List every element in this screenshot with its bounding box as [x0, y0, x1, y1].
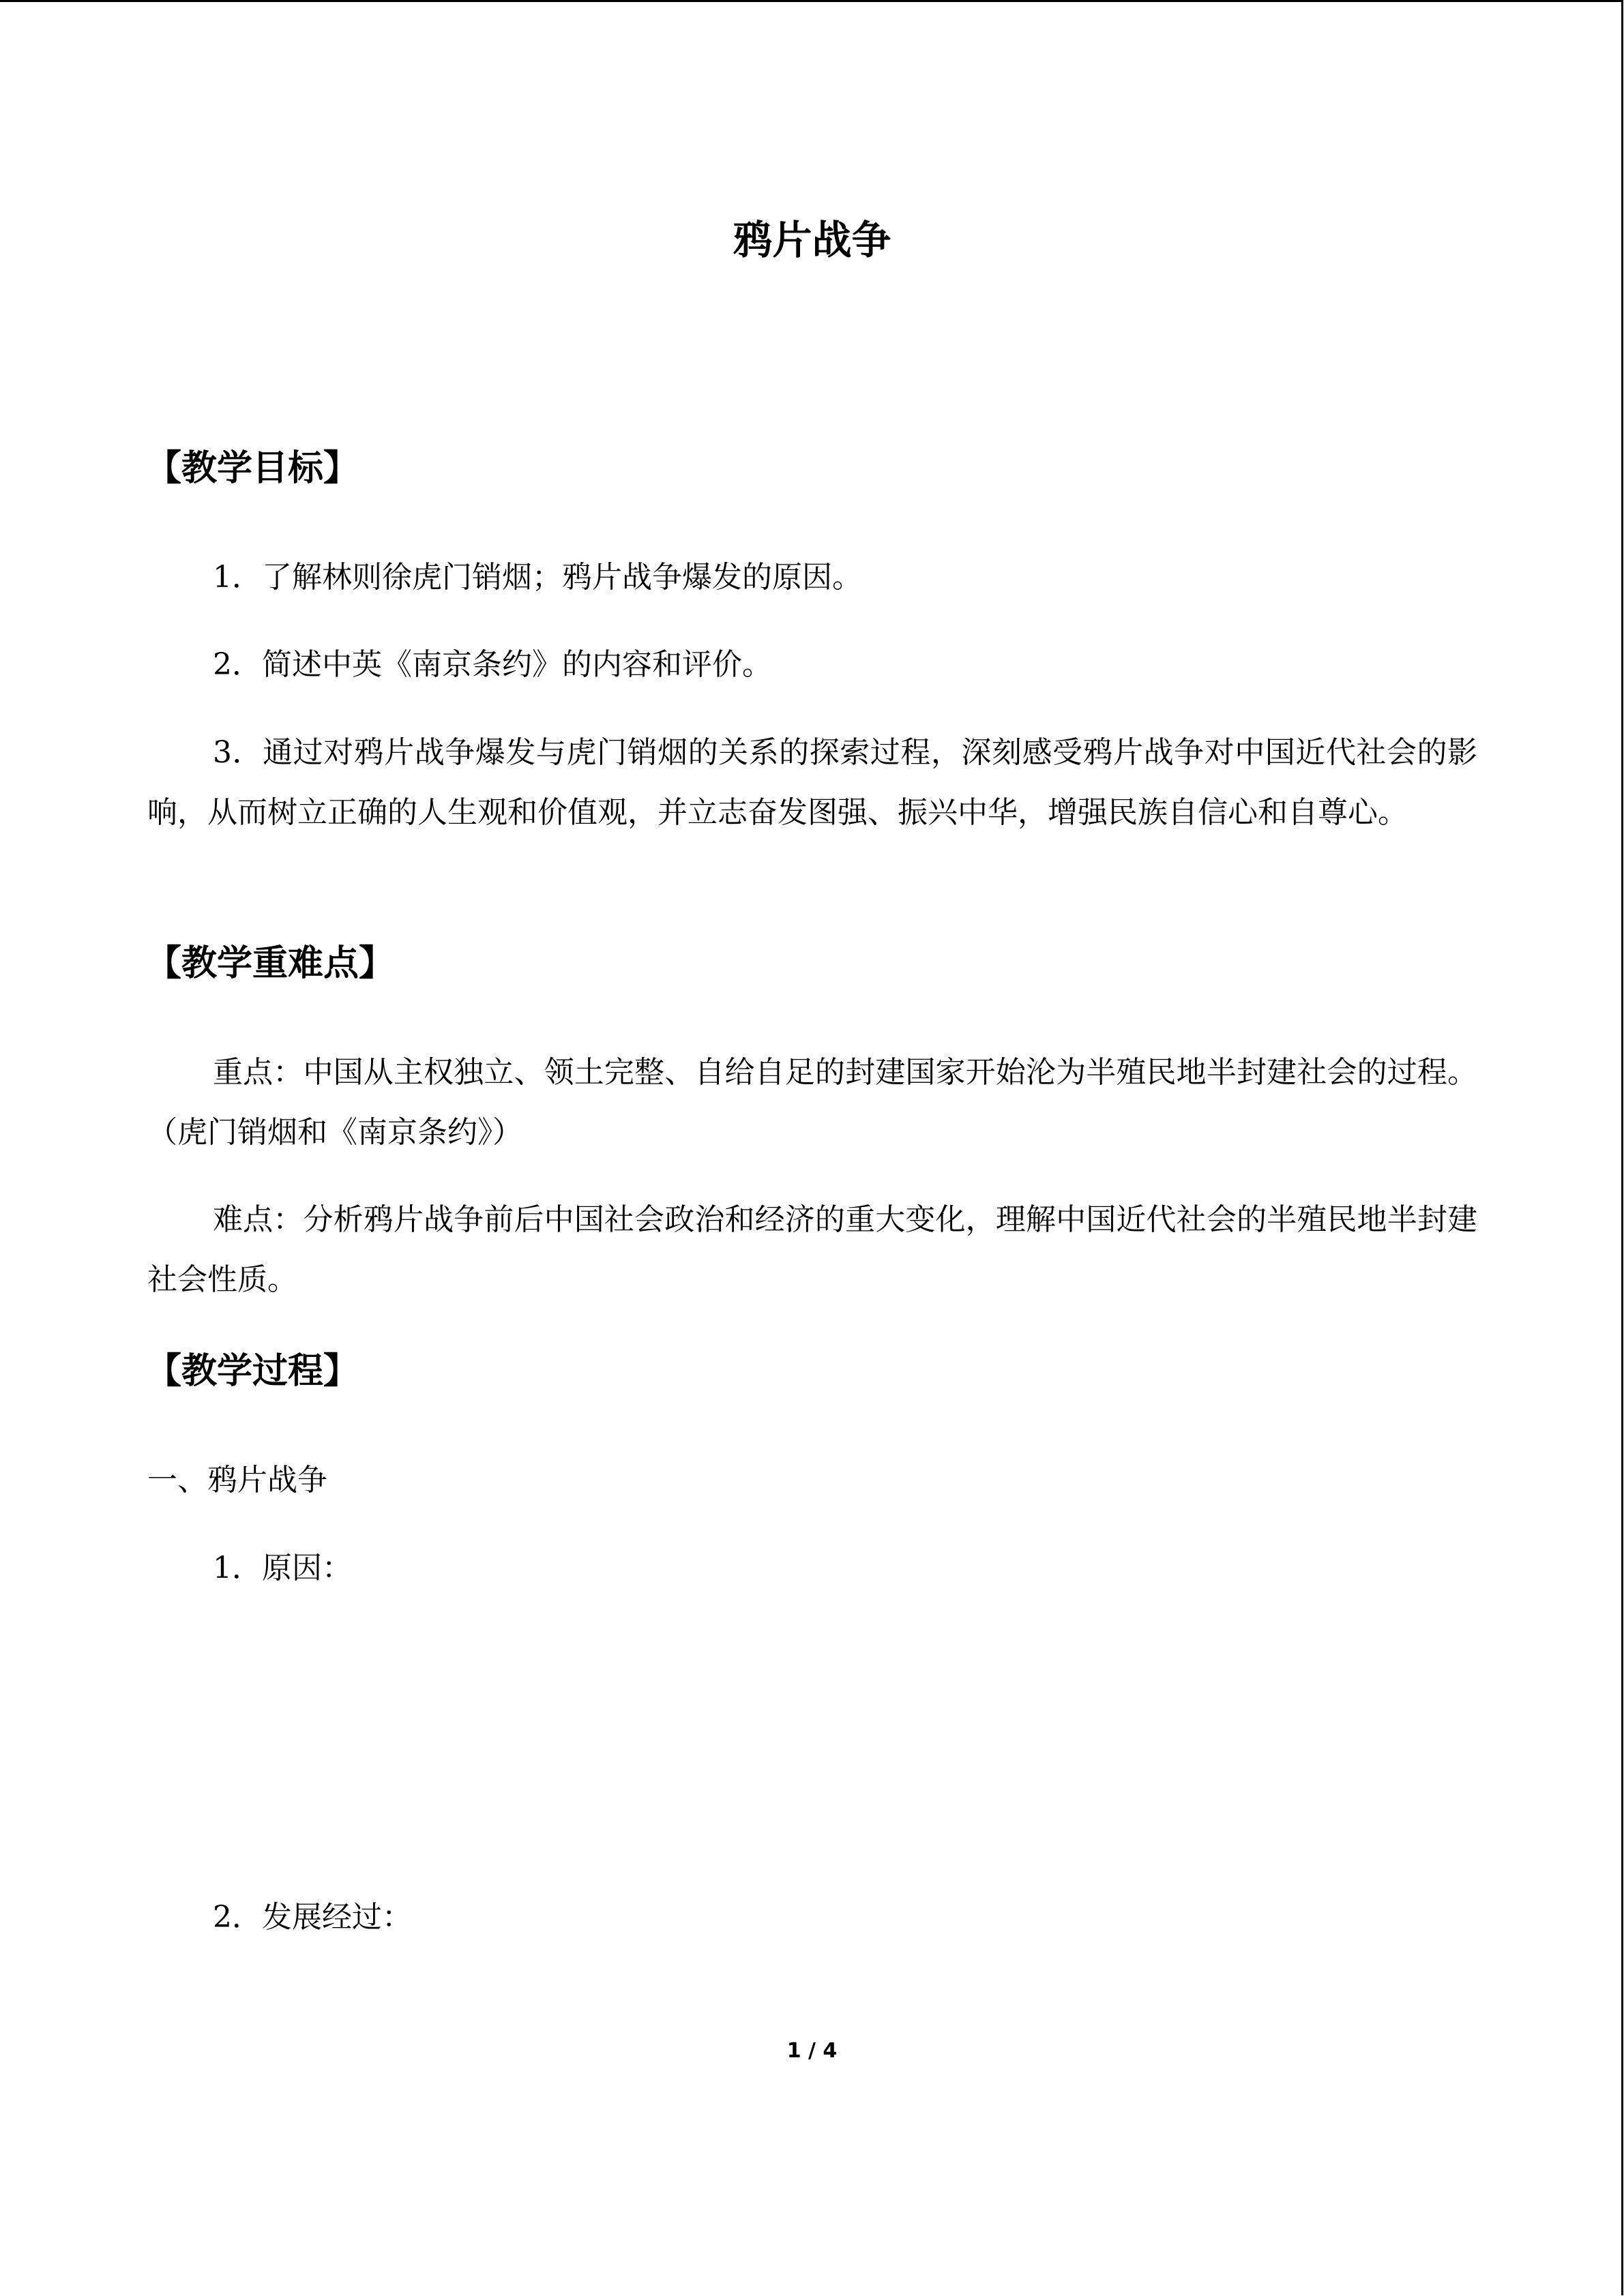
part-one-heading: 一、鸦片战争 [147, 1463, 327, 1497]
important-point: 重点：中国从主权独立、领土完整、自给自足的封建国家开始沦为半殖民地半封建社会的过程。（虎门销烟和《南京条约》） [147, 1055, 1477, 1150]
key-points-heading: 【教学重难点】 [146, 943, 395, 984]
objectives-heading: 【教学目标】 [146, 448, 359, 489]
process-heading: 【教学过程】 [146, 1351, 359, 1392]
page-number: 1 / 4 [786, 2039, 838, 2063]
objective-item-1: 1．了解林则徐虎门销烟；鸦片战争爆发的原因。 [213, 560, 862, 595]
objective-item-3: 3．通过对鸦片战争爆发与虎门销烟的关系的探索过程，深刻感受鸦片战争对中国近代社会的影响，从而树立正确的人生观和价值观，并立志奋发图强、振兴中华，增强民族自信心和自尊心。 [147, 735, 1477, 830]
objective-item-2: 2．简述中英《南京条约》的内容和评价。 [213, 647, 772, 682]
development-heading: 2．发展经过： [213, 1900, 412, 1935]
document-title: 鸦片战争 [733, 217, 891, 263]
cause-heading: 1．原因： [213, 1551, 352, 1585]
difficult-point: 难点：分析鸦片战争前后中国社会政治和经济的重大变化，理解中国近代社会的半殖民地半封建社会性质。 [147, 1202, 1477, 1297]
